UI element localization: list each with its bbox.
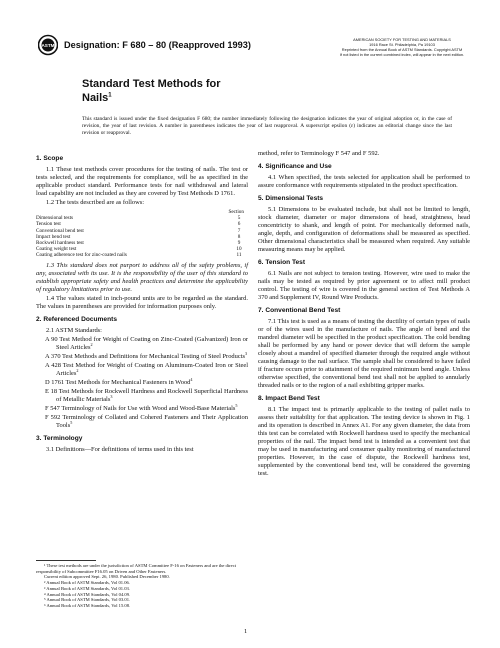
reference-item: F 592 Terminology of Collated and Cohered Fasteners and Their Application Tools$^5$: [45, 413, 248, 429]
footnote: ⁴ Annual Book of ASTM Standards, Vol 04.09.: [44, 591, 131, 597]
toc-name: Impact bend test: [36, 233, 71, 240]
page-number: 1: [244, 628, 248, 635]
section-heading-significance: 4. Significance and Use: [258, 163, 332, 170]
toc-section: 7: [237, 227, 241, 234]
section-heading-scope: 1. Scope: [36, 155, 64, 162]
footnote: ³ Annual Book of ASTM Standards, Vol 01.03.: [44, 585, 130, 591]
publisher-line: If not listed in the current combined index, will appear in the next edition.: [339, 52, 465, 57]
section-heading-tension-test: 6. Tension Test: [258, 259, 306, 266]
toc-section: 10: [236, 246, 242, 253]
toc-header: Section: [228, 209, 244, 215]
section-heading-referenced-documents: 2. Referenced Documents: [36, 315, 117, 323]
toc-name: Rockwell hardness test: [36, 240, 84, 247]
toc-section: 6: [237, 221, 241, 228]
reference-item: A 90 Test Method for Weight of Coating on Zinc-Coated (Galvanized) Iron or Steel Articles$^2$: [45, 335, 248, 351]
toc-section: 9: [237, 240, 241, 247]
paragraph-7-1: 7.1 This test is used as a means of testing the ductility of certain types of nails or of the wires used in the manufacture of nails. The angle of bend and the mandrel diameter will be specified in the product specification. The cold bending shall be performed by any hand or power device that will deform the sample closely about a mandrel of specified diameter through the required angle without causing damage to the nail surface. The sample shall be considered to have failed if fracture occurs prior to attainment of the required minimum bend angle. Unless otherwise specified, the conventional bend test shall not be applied to annularly threaded nails or to the region of a nail exhibiting gripper marks.: [258, 318, 470, 389]
footnote: ⁵ Annual Book of ASTM Standards, Vol 03.01.: [44, 597, 131, 603]
paragraph-3-1: 3.1 Definitions—For definitions of terms used in this test: [46, 445, 194, 453]
toc-name: Dimensional tests: [36, 215, 74, 222]
footnote: ² Annual Book of ASTM Standards, Vol 01.06.: [44, 580, 130, 586]
paragraph-5-1: 5.1 Dimensions to be evaluated include, but shall not be limited to length, stock diameter, diameter or major dimensions of head, straightness, head concentricity to shank, and length of point. For mechanically deformed nails, angle, depth, and configuration of deformations shall be measured as specified. Other dimensional characteristics shall be measured when required. Any suitable measuring means may be applied.: [258, 206, 470, 253]
paragraph-1-2: 1.2 The tests described are as follows:: [46, 199, 145, 206]
reference-item: D 1761 Test Methods for Mechanical Fasteners in Wood$^4$: [45, 376, 193, 386]
title-nails: Nails: [82, 92, 109, 104]
footnote-divider: [36, 560, 96, 561]
footnote: ⁶ Annual Book of ASTM Standards, Vol 15.08.: [44, 602, 131, 608]
reference-item: A 428 Test Method for Weight of Coating on Aluminum-Coated Iron or Steel Articles$^2$: [45, 361, 248, 377]
toc-section: 8: [237, 233, 241, 240]
reference-item: A 370 Test Methods and Definitions for Mechanical Testing of Steel Products$^3$: [45, 350, 248, 360]
paragraph-2-1: 2.1 ASTM Standards:: [46, 326, 102, 334]
test-section-table: [36, 209, 248, 259]
toc-name: Conventional bend test: [36, 227, 84, 234]
paragraph-1-1: 1.1 These test methods cover procedures for the testing of nails. The test or tests selected, and the requirements for compliance, will be as specified in the applicable product standard. Performance tests for nail withdrawal and lateral load capability are not included as they are covered by Test Methods D 1761.: [36, 166, 248, 197]
footnotes: [36, 563, 248, 609]
toc-section: 5: [237, 215, 241, 222]
paragraph-4-1: 4.1 When specified, the tests selected for application shall be performed to assure conformance with requirements stipulated in the product specification.: [258, 174, 470, 189]
reference-item: E 18 Test Methods for Rockwell Hardness and Rockwell Superficial Hardness of Metallic Materials$^3$: [45, 387, 248, 403]
footnote: Current edition approved Sept. 26, 1980. Published December 1980.: [44, 574, 170, 580]
paragraph-3-1-cont: method, refer to Terminology F 547 and F 592.: [258, 150, 380, 157]
paragraph-1-3: 1.3 This standard does not purport to address all of the safety problems, if any, associated with its use. It is the responsibility of the user of this standard to establish appropriate safety and health practices and determine the applicability of regulatory limitations prior to use.: [36, 261, 248, 293]
footnote: ¹ These test methods are under the jurisdiction of ASTM Committee F-16 on Fasteners and are the direct responsibility of Subcommittee F16.05 on Driven and Other Fasteners.: [36, 563, 237, 574]
section-heading-impact-bend-test: 8. Impact Bend Test: [258, 395, 320, 402]
svg-text:ASTM: ASTM: [41, 42, 55, 48]
toc-section: 11: [236, 252, 242, 259]
left-column: [36, 150, 248, 455]
paragraph-8-1: 8.1 The impact test is primarily applicable to the testing of pallet nails to assess their suitability for that application. The testing device is shown in Fig. 1 and its operation is described in Annex A1. For any given diameter, the data from this test can be correlated with Rockwell hardness used to specify the mechanical properties of the nail. The impact bend test is intended as a convenient test that may be used in manufacturing and consumer quality monitoring of manufactured properties. However, in the case of dispute, the Rockwell hardness test, supplemented by the conventional bend test, will be considered the governing test.: [258, 406, 470, 477]
publisher-line: Reprinted from the Annual Book of ASTM Standards. Copyright ASTM: [341, 47, 463, 52]
publisher-block: [322, 37, 482, 57]
section-heading-dimensional-tests: 5. Dimensional Tests: [258, 195, 324, 202]
reference-item: F 547 Terminology of Nails for Use with Wood and Wood-Base Materials$^5$: [45, 402, 238, 412]
right-column: [258, 150, 470, 479]
paragraph-6-1: 6.1 Nails are not subject to tension testing. However, wire used to make the nails may be tested as required by prior agreement or to affect mill product control. The testing of wire is covered in the general section of Test Methods A 370 and Supplement IV, Round Wire Products.: [258, 270, 470, 301]
toc-row: [36, 252, 248, 258]
toc-name: Tension test: [36, 221, 61, 228]
toc-name: Coating adherence test for zinc-coated nails: [36, 252, 127, 259]
publisher-line: 1916 Race St. Philadelphia, Pa 19103: [369, 42, 435, 47]
title-footnote-mark: 1: [108, 92, 112, 99]
designation-header: Designation: F 680 – 80 (Reapproved 1993): [64, 40, 251, 50]
section-heading-conventional-bend-test: 7. Conventional Bend Test: [258, 307, 341, 314]
title-line-2: [82, 91, 221, 105]
section-heading-terminology: 3. Terminology: [36, 434, 83, 442]
astm-logo-icon: [38, 34, 58, 56]
intro-paragraph: This standard is issued under the fixed designation F 680; the number immediately following the designation indicates the year of original adoption or, in the case of revision, the year of last revision. A number in parentheses indicates the year of last reapproval. A superscript epsilon (ε) indicates an editorial change since the last revision or reapproval.: [82, 116, 452, 136]
document-title: [82, 77, 221, 105]
publisher-line: AMERICAN SOCIETY FOR TESTING AND MATERIALS: [353, 37, 451, 42]
title-line-1: Standard Test Methods for: [82, 78, 221, 90]
toc-name: Coating weight test: [36, 246, 77, 253]
paragraph-1-4: 1.4 The values stated in inch-pound units are to be regarded as the standard. The values in parentheses are provided for information purposes only.: [36, 294, 248, 310]
